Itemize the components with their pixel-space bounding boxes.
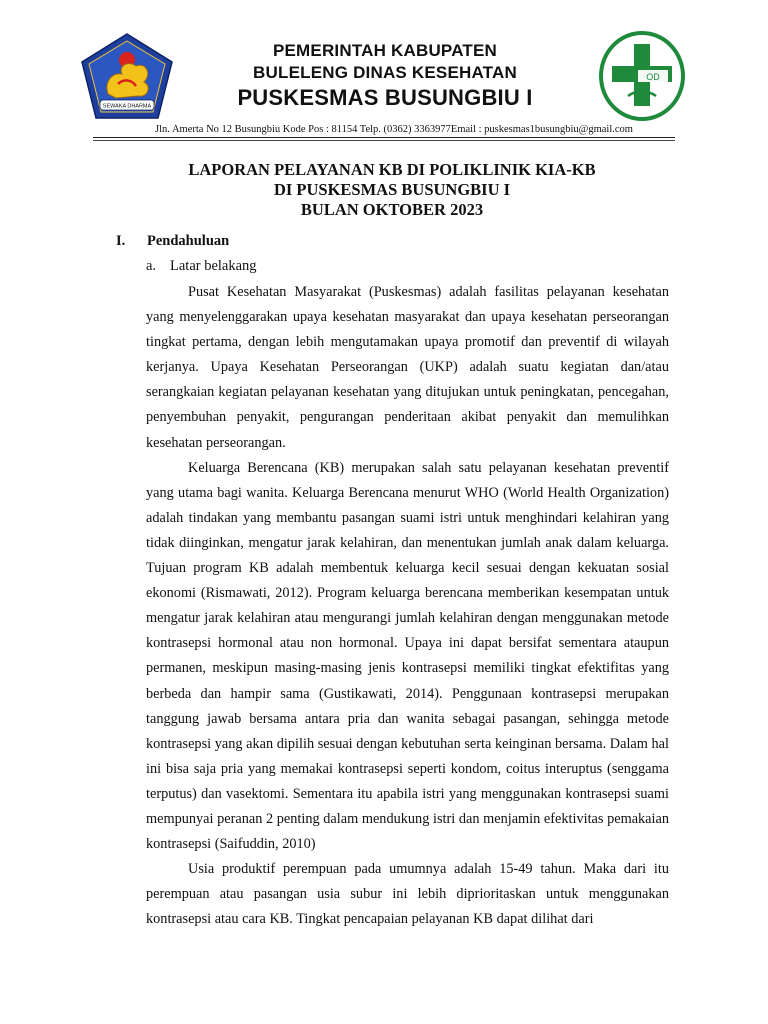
letterhead-line-2: BULELENG DINAS KESEHATAN	[253, 63, 517, 82]
buleleng-crest-logo	[78, 32, 176, 122]
subsection-number: a.	[146, 258, 157, 274]
paragraph: Keluarga Berencana (KB) merupakan salah satu pelayanan kesehatan preventif yang utama bagi wanita. Keluarga Berencana menurut WHO (World Health Organization) adalah tindakan yang membantu pasangan suami istri untuk menghindari kelahiran yang tidak diinginkan, mengatur jarak kelahiran, dan menentukan jumlah anak dalam keluarga. Tujuan program KB adalah membentuk keluarga kecil sesuai dengan kekuatan sosial ekonomi (Rismawati, 2012). Program keluarga berencana memberikan kesempatan untuk mengatur jarak kelahiran atau mengurangi jumlah kelahiran dengan menggunakan metode kontrasepsi hormonal atau non hormonal. Upaya ini dapat bersifat sementara ataupun permanen, meskipun masing-masing jenis kontrasepsi memiliki tingkat efektifitas yang berbeda dan hampir sama (Gustikawati, 2014). Penggunaan kontrasepsi merupakan tanggung jawab bersama antara pria dan wanita sebagai pasangan, sehingga metode kontrasepsi yang akan dipilih sesuai dengan kebutuhan serta keinginan bersama. Dalam hal ini bisa saja pria yang memakai kontrasepsi seperti kondom, coitus interuptus (senggama terputus) dan vasektomi. Sementara itu apabila istri yang menggunakan kontrasepsi suami mempunyai peranan 2 penting dalam mendukung istri dan menjamin efektivitas pemakaian kontrasepsi (Saifuddin, 2010)	[146, 459, 669, 853]
puskesmas-logo	[598, 30, 686, 122]
report-title-line-3: BULAN OKTOBER 2023	[300, 200, 484, 219]
crest-motto-text: SEWAKA DHARMA	[102, 103, 152, 110]
letterhead	[180, 40, 590, 112]
letterhead-divider	[93, 137, 675, 138]
letterhead-divider-thin	[93, 140, 675, 141]
paragraph: Pusat Kesehatan Masyarakat (Puskesmas) adalah fasilitas pelayanan kesehatan yang menyelenggarakan upaya kesehatan masyarakat dan upaya kesehatan perseorangan tingkat pertama, dengan lebih mengutamakan upaya promotif dan preventif di wilayah kerjanya. Upaya Kesehatan Perseorangan (UKP) adalah suatu kegiatan dan/atau serangkaian kegiatan pelayanan kesehatan yang ditujukan untuk peningkatan, pencegahan, penyembuhan penyakit, pengurangan penderitaan akibat penyakit dan memulihkan kesehatan perseorangan.	[146, 284, 669, 451]
puskesmas-logo-mark: OD	[646, 72, 660, 82]
address-line: Jln. Amerta No 12 Busungbiu Kode Pos : 81154 Telp. (0362) 3363977Email : puskesmas1busungbiu@gmail.com	[155, 124, 633, 135]
paragraph: Usia produktif perempuan pada umumnya adalah 15-49 tahun. Maka dari itu perempuan atau pasangan usia subur ini lebih diprioritaskan untuk menggunakan kontrasepsi atau cara KB. Tingkat pencapaian pelayanan KB dapat dilihat dari	[146, 861, 669, 928]
report-title	[120, 160, 664, 220]
body-text	[146, 280, 669, 932]
report-title-line-1: LAPORAN PELAYANAN KB DI POLIKLINIK KIA-KB	[188, 160, 596, 179]
report-title-line-2: DI PUSKESMAS BUSUNGBIU I	[273, 180, 511, 199]
letterhead-line-3: PUSKESMAS BUSUNGBIU I	[237, 85, 533, 110]
section-title: Pendahuluan	[147, 233, 230, 249]
section-heading	[116, 232, 229, 250]
subsection-heading	[146, 257, 257, 275]
letterhead-line-1: PEMERINTAH KABUPATEN	[272, 41, 498, 60]
subsection-title: Latar belakang	[170, 258, 257, 274]
section-number: I.	[116, 233, 126, 249]
